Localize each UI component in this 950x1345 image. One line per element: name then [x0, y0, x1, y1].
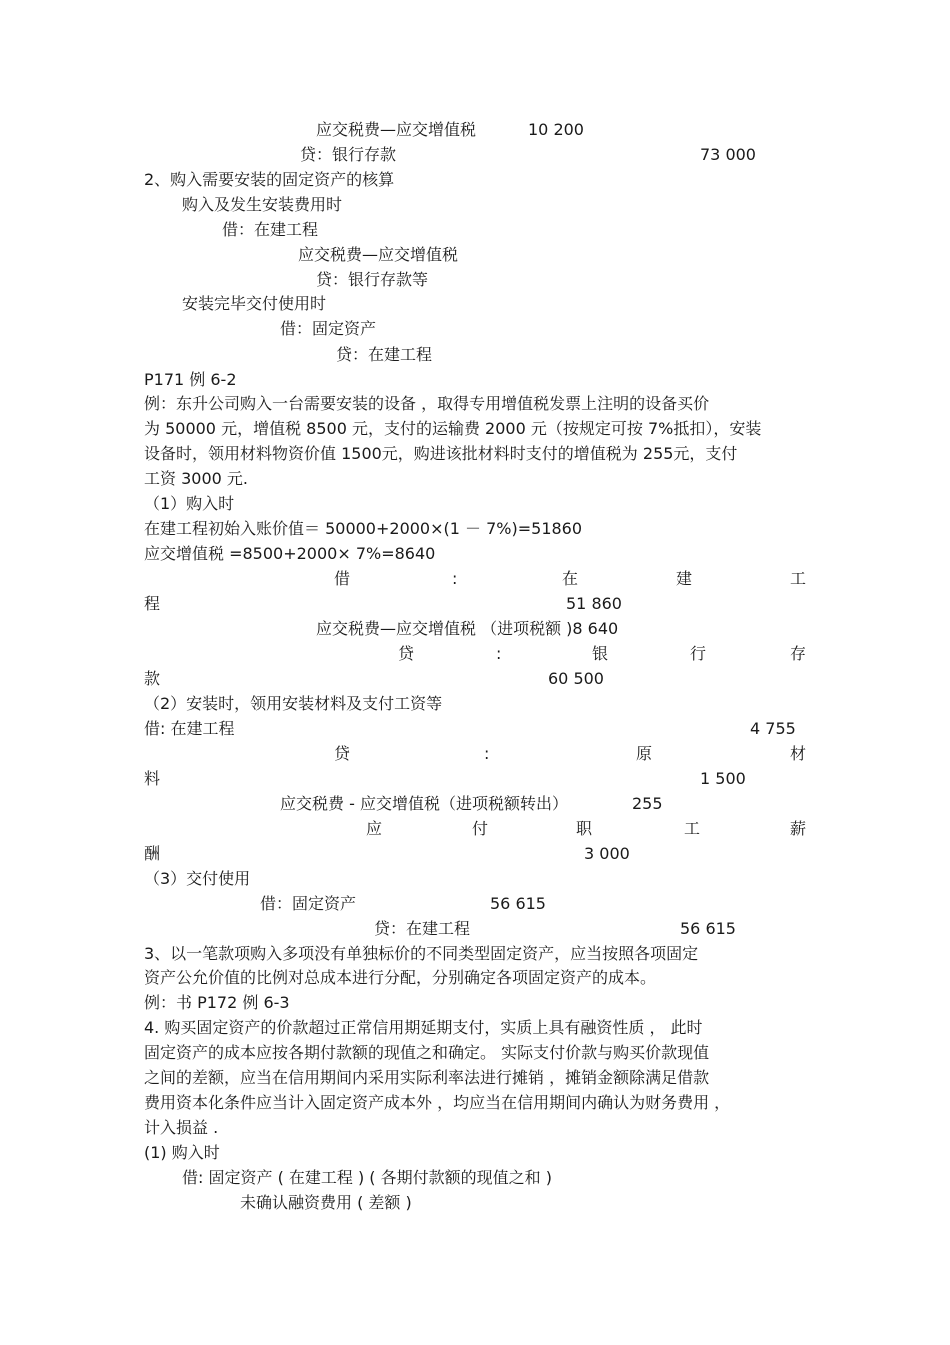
text-char: 借 — [334, 569, 351, 588]
text-line: 应交增值税 =8500+2000× 7%=8640 — [144, 544, 436, 563]
text-char: 款 — [144, 669, 161, 688]
text-char: 材 — [790, 744, 807, 763]
amount: 73 000 — [700, 145, 756, 164]
text-line: 贷：在建工程 — [374, 919, 471, 938]
text-line: 借：固定资产 — [280, 319, 377, 338]
text-line: 例：书 P172 例 6-3 — [144, 993, 290, 1012]
text-char: 程 — [144, 594, 161, 613]
paragraph-line: 之间的差额，应当在信用期间内采用实际利率法进行摊销 ，摊销金额除满足借款 — [144, 1068, 710, 1087]
text-char: 工 — [790, 569, 807, 588]
text-char: 料 — [144, 769, 161, 788]
text-char: : — [496, 644, 502, 663]
text-char: 存 — [790, 644, 807, 663]
amount: 10 200 — [528, 120, 584, 139]
paragraph-line: 工资 3000 元. — [144, 469, 248, 488]
text-line: 应交税费—应交增值税 — [298, 245, 459, 264]
text-char: 工 — [684, 819, 701, 838]
text-char: 薪 — [790, 819, 807, 838]
text-char: : — [452, 569, 458, 588]
text-line: 应交税费 - 应交增值税（进项税额转出） — [280, 794, 568, 813]
paragraph-line: 4. 购买固定资产的价款超过正常信用期延期支付，实质上具有融资性质 ， 此时 — [144, 1018, 703, 1037]
paragraph-line: 设备时，领用材料物资价值 1500元，购进该批材料时支付的增值税为 255元，支付 — [144, 444, 738, 463]
text-line: 未确认融资费用 ( 差额 ) — [240, 1193, 412, 1212]
paragraph-line: 固定资产的成本应按各期付款额的现值之和确定。 实际支付价款与购买价款现值 — [144, 1043, 710, 1062]
text-line: 应交税费—应交增值税 — [316, 120, 477, 139]
text-char: 原 — [636, 744, 653, 763]
text-line: 贷：银行存款等 — [316, 270, 429, 289]
text-char: : — [484, 744, 490, 763]
text-line: （2）安装时，领用安装材料及支付工资等 — [144, 694, 443, 713]
text-line: (1) 购入时 — [144, 1143, 220, 1162]
amount: 255 — [632, 794, 663, 813]
text-char: 酬 — [144, 844, 161, 863]
amount: 3 000 — [584, 844, 630, 863]
text-line: （3）交付使用 — [144, 869, 251, 888]
text-line: 安装完毕交付使用时 — [182, 294, 327, 313]
text-line: 贷：在建工程 — [336, 345, 433, 364]
amount: 60 500 — [548, 669, 604, 688]
amount: 1 500 — [700, 769, 746, 788]
text-char: 贷 — [398, 644, 415, 663]
text-char: 银 — [592, 644, 609, 663]
text-char: 行 — [690, 644, 707, 663]
paragraph-line: 3、以一笔款项购入多项没有单独标价的不同类型固定资产，应当按照各项固定 — [144, 944, 699, 963]
text-line: 购入及发生安装费用时 — [182, 195, 343, 214]
amount: 56 615 — [680, 919, 736, 938]
text-line: 借：固定资产 — [260, 894, 357, 913]
paragraph-line: 为 50000 元，增值税 8500 元，支付的运输费 2000 元（按规定可按 7%抵扣），安装 — [144, 419, 762, 438]
amount: 56 615 — [490, 894, 546, 913]
text-char: 付 — [472, 819, 489, 838]
text-line: 应交税费—应交增值税 （进项税额 )8 640 — [316, 619, 619, 638]
text-char: 职 — [576, 819, 593, 838]
paragraph-line: 费用资本化条件应当计入固定资产成本外 ，均应当在信用期间内确认为财务费用 ， — [144, 1093, 731, 1112]
text-line: P171 例 6-2 — [144, 370, 237, 389]
text-char: 贷 — [334, 744, 351, 763]
amount: 4 755 — [750, 719, 796, 738]
text-char: 在 — [562, 569, 579, 588]
amount: 51 860 — [566, 594, 622, 613]
text-line: 借：在建工程 — [222, 220, 319, 239]
paragraph-line: 计入损益 . — [144, 1118, 219, 1137]
text-char: 应 — [366, 819, 383, 838]
paragraph-line: 例：东升公司购入一台需要安装的设备 ，取得专用增值税发票上注明的设备买价 — [144, 394, 710, 413]
text-char: 建 — [676, 569, 693, 588]
text-line: （1）购入时 — [144, 494, 235, 513]
paragraph-line: 资产公允价值的比例对总成本进行分配，分别确定各项固定资产的成本。 — [144, 968, 657, 987]
text-line: 贷：银行存款 — [300, 145, 397, 164]
section-heading: 2、购入需要安装的固定资产的核算 — [144, 170, 395, 189]
text-line: 在建工程初始入账价值＝ 50000+2000×(1 － 7%)=51860 — [144, 519, 583, 538]
text-line: 借: 固定资产 ( 在建工程 ) ( 各期付款额的现值之和 ) — [182, 1168, 552, 1187]
text-line: 借: 在建工程 — [144, 719, 235, 738]
